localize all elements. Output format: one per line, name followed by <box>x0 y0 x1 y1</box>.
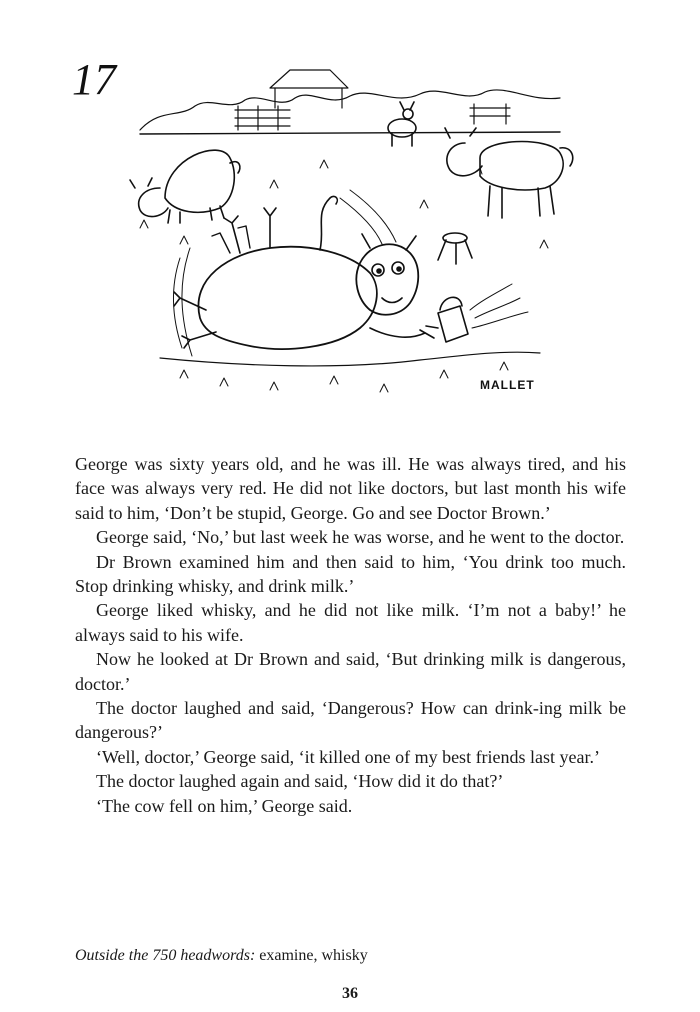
footnote-label: Outside the 750 headwords: <box>75 947 256 964</box>
paragraph: The doctor laughed and said, ‘Dangerous? How can drink-ing milk be dangerous?’ <box>75 698 626 743</box>
illustrator-signature: MALLET <box>480 378 535 392</box>
paragraph: Now he looked at Dr Brown and said, ‘But drinking milk is dangerous, doctor.’ <box>75 649 626 694</box>
footnote-words: examine, whisky <box>259 947 368 964</box>
paragraph: George was sixty years old, and he was ill. He was always tired, and his face was always very red. He did not like doctors, but last month his wife said to him, ‘Don’t be stupid, George. Go and see Doctor Brown.’ <box>75 454 626 523</box>
paragraph: Dr Brown examined him and then said to him, ‘You drink too much. Stop drinking whisky, and drink milk.’ <box>75 551 626 597</box>
cow-falling-on-man-illustration <box>120 48 580 432</box>
paragraph: George liked whisky, and he did not like milk. ‘I’m not a baby!’ he always said to his wife. <box>75 600 626 645</box>
paragraph: George said, ‘No,’ but last week he was worse, and he went to the doctor. <box>96 527 625 548</box>
story-text <box>75 452 626 818</box>
paragraph: ‘The cow fell on him,’ George said. <box>96 795 353 816</box>
chapter-number: 17 <box>72 55 116 104</box>
paragraph: ‘Well, doctor,’ George said, ‘it killed one of my best friends last year.’ <box>96 746 601 767</box>
page-number: 36 <box>342 985 358 1002</box>
paragraph: The doctor laughed again and said, ‘How did it do that?’ <box>96 771 504 792</box>
headwords-footnote <box>75 946 626 966</box>
